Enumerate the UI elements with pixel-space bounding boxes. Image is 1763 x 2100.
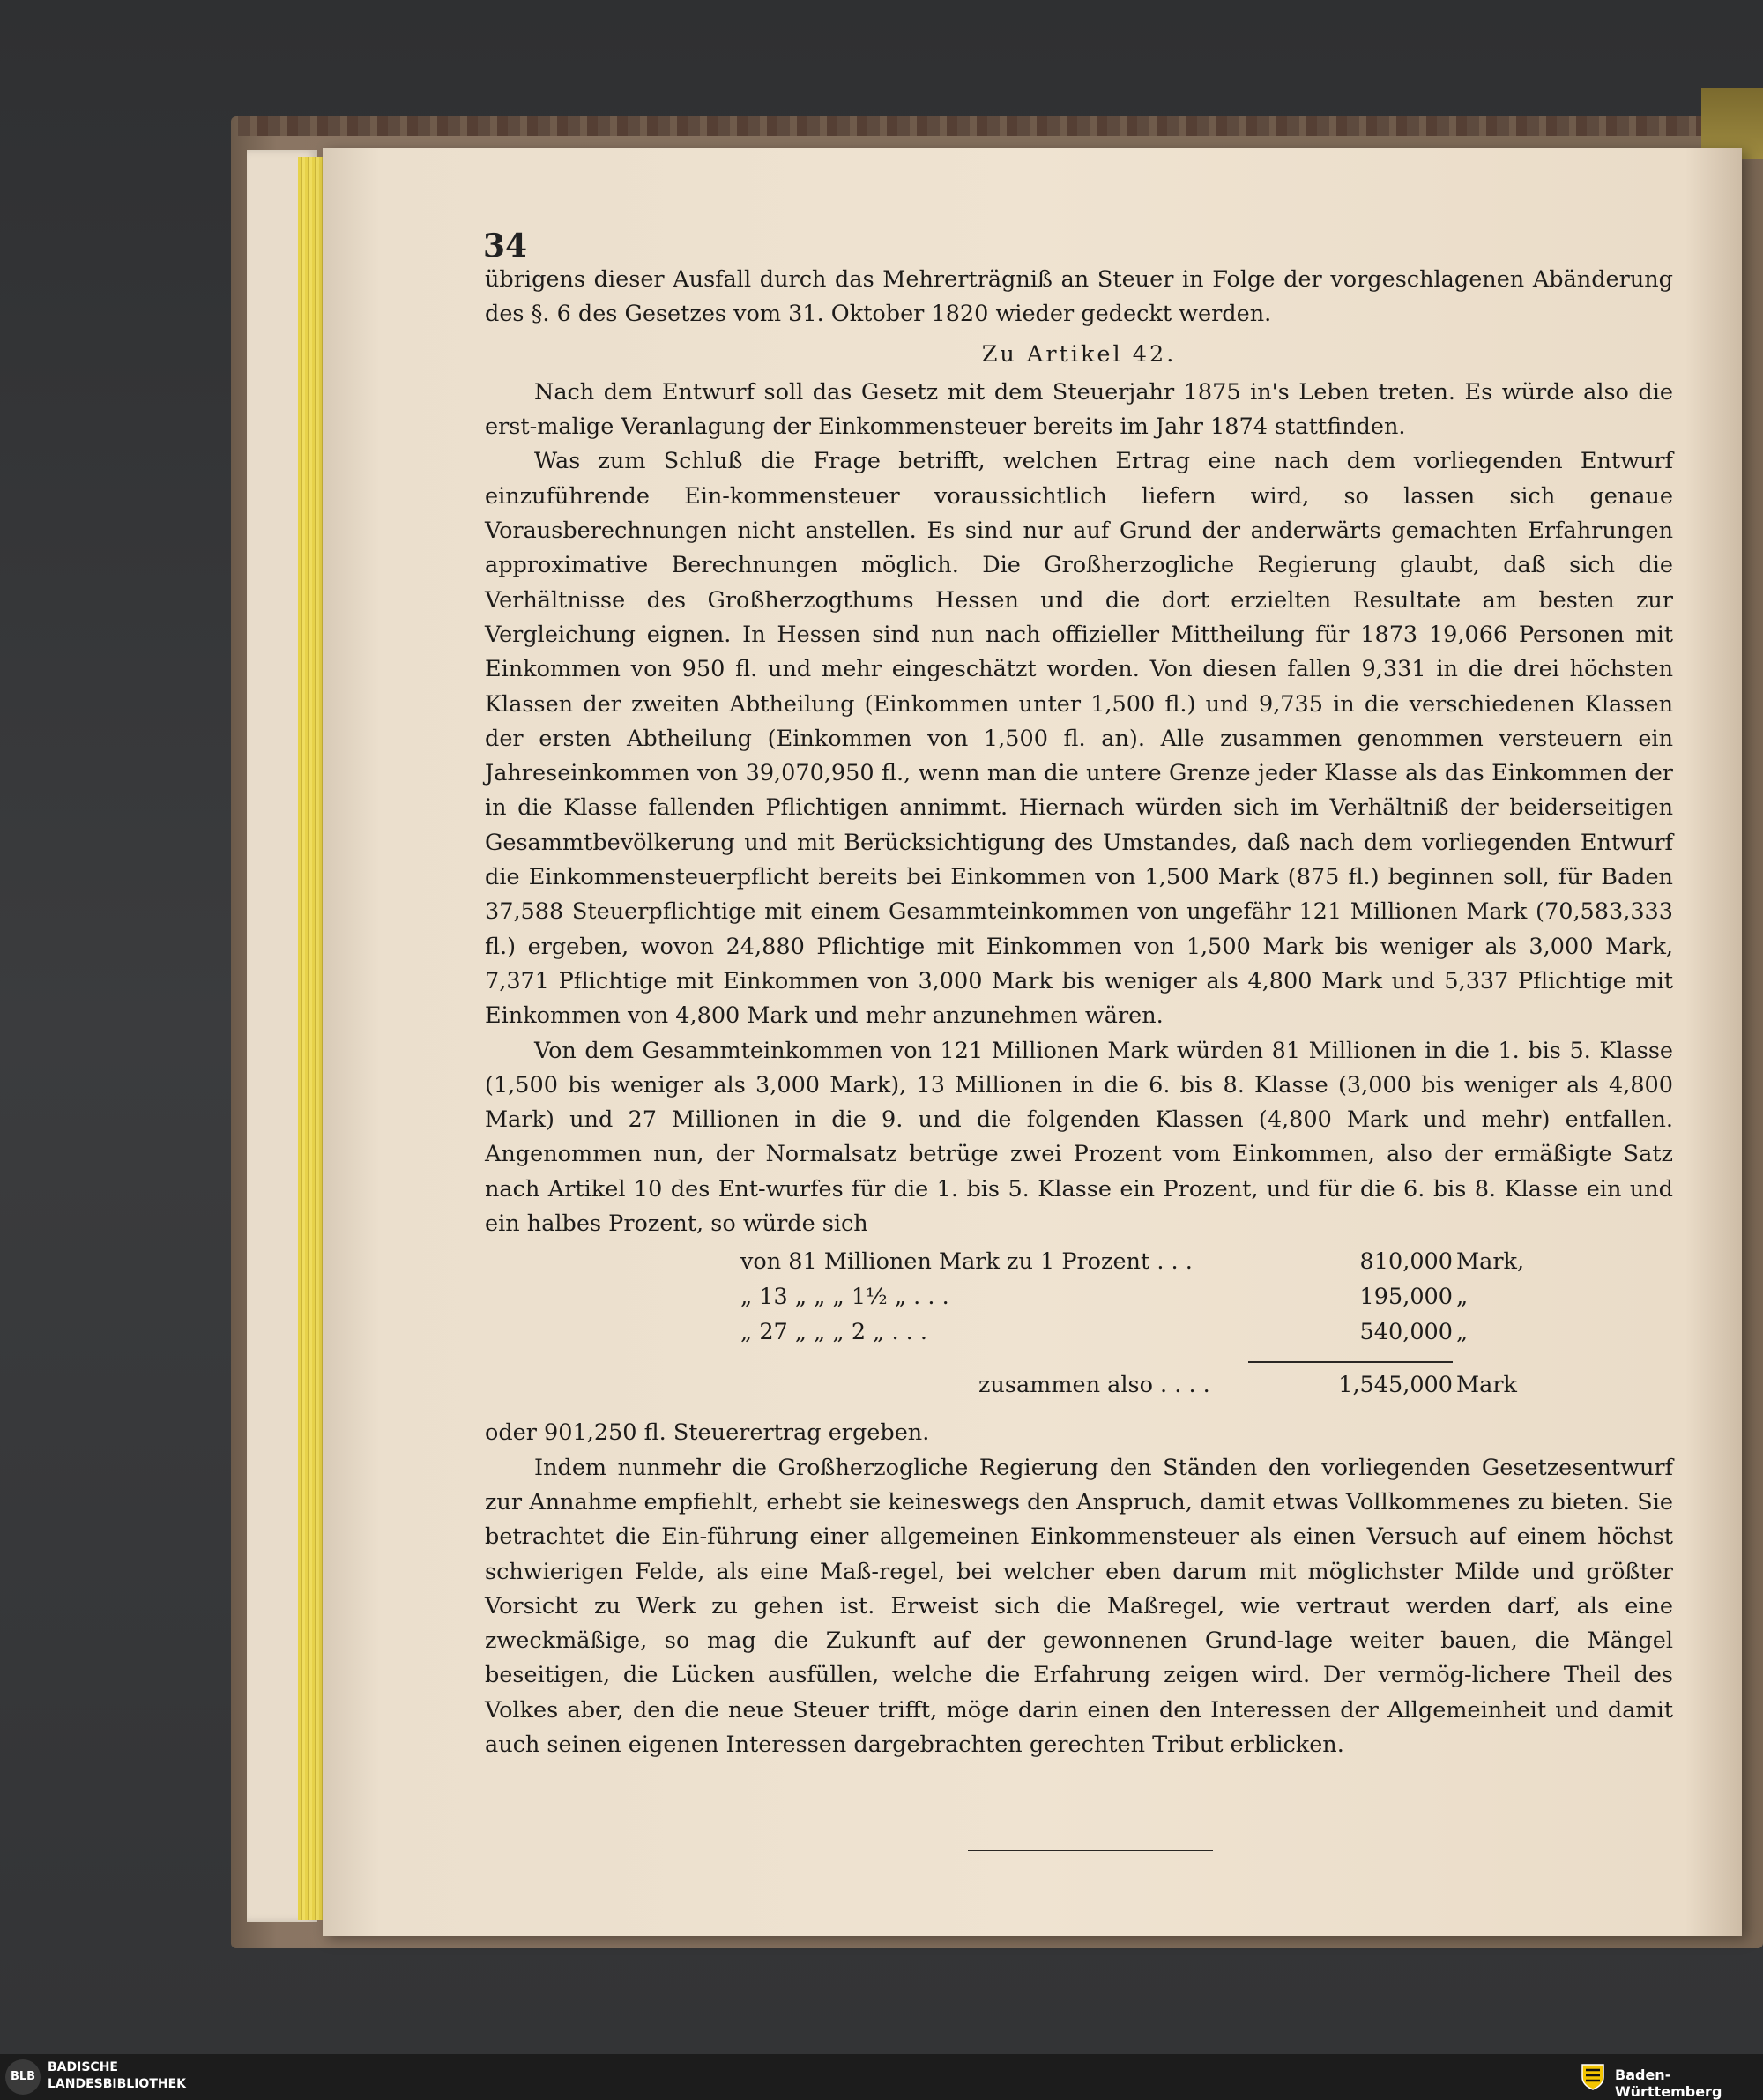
calculation-row <box>485 1280 1673 1315</box>
calculation-desc: von 81 Millionen Mark zu 1 Prozent . . . <box>740 1248 1193 1276</box>
page-number: 34 <box>483 227 528 264</box>
calculation-amount: 195,000 <box>1359 1284 1453 1311</box>
paragraph: Was zum Schluß die Frage betrifft, welchen Ertrag eine nach dem vorliegenden Entwurf einzuführende Ein-kommensteuer voraussichtlich liefern wird, so lassen sich genaue Vorausberechnungen nicht anstellen. Es sind nur auf Grund der anderwärts gemachten Erfahrungen approximative Berechnungen möglich. Die Großherzogliche Regierung glaubt, daß sich die Verhältnisse des Großherzogthums Hessen und die dort erzielten Resultate am besten zur Vergleichung eignen. In Hessen sind nun nach offizieller Mittheilung für 1873 19,066 Personen mit Einkommen von 950 fl. und mehr eingeschätzt worden. Von diesen fallen 9,331 in die drei höchsten Klassen der zweiten Abtheilung (Einkommen unter 1,500 fl.) und 9,735 in die verschiedenen Klassen der ersten Abtheilung (Einkommen von 1,500 fl. an). Alle zusammen genommen versteuern ein Jahreseinkommen von 39,070,950 fl., wenn man die untere Grenze jeder Klasse als das Einkommen der in die Klasse fallenden Pflichtigen annimmt. Hiernach würden sich im Verhältniß der beiderseitigen Gesammtbevölkerung und mit Berücksichtigung des Umstandes, daß nach dem vorliegenden Entwurf die Einkommensteuerpflicht bereits bei Einkommen von 1,500 Mark (875 fl.) beginnen soll, für Baden 37,588 Steuerpflichtige mit einem Gesammteinkommen von ungefähr 121 Millionen Mark (70,583,333 fl.) ergeben, wovon 24,880 Pflichtige mit Einkommen von 1,500 Mark bis weniger als 3,000 Mark, 7,371 Pflichtige mit Einkommen von 3,000 Mark bis weniger als 4,800 Mark und 5,337 Pflichtige mit Einkommen von 4,800 Mark und mehr anzunehmen wären. <box>485 448 1673 1030</box>
paragraph: Von dem Gesammteinkommen von 121 Millionen Mark würden 81 Millionen in die 1. bis 5. Klasse (1,500 bis weniger als 3,000 Mark), 13 Millionen in die 6. bis 8. Klasse (3,000 bis weniger als 4,800 Mark) und 27 Millionen in die 9. und die folgenden Klassen (4,800 Mark und mehr) entfallen. Angenommen nun, der Normalsatz betrüge zwei Prozent vom Einkommen, also der ermäßigte Satz nach Artikel 10 des Ent-wurfes für die 1. bis 5. Klasse ein Prozent, und für die 6. bis 8. Klasse ein und ein halbes Prozent, so würde sich <box>485 1037 1673 1238</box>
calculation-amount: 1,545,000 <box>1338 1372 1453 1399</box>
viewer-footer <box>0 2054 1763 2100</box>
calculation-total-row <box>485 1368 1673 1404</box>
paragraph: oder 901,250 fl. Steuerertrag ergeben. <box>485 1419 930 1447</box>
calculation-desc: „ 27 „ „ „ 2 „ . . . <box>740 1319 927 1346</box>
calculation-unit: „ <box>1456 1319 1469 1346</box>
calculation-amount: 540,000 <box>1359 1319 1453 1346</box>
calculation-desc: zusammen also . . . . <box>978 1372 1210 1399</box>
calculation-row <box>485 1245 1673 1280</box>
calculation-unit: Mark <box>1456 1372 1517 1399</box>
paragraph: Nach dem Entwurf soll das Gesetz mit dem Steuerjahr 1875 in's Leben treten. Es würde also die erst-malige Veranlagung der Einkommensteuer bereits im Jahr 1874 stattfinden. <box>485 378 1673 441</box>
calculation-row <box>485 1315 1673 1351</box>
calculation-unit: „ <box>1456 1284 1469 1311</box>
blb-logo-icon: BLB <box>5 2059 41 2095</box>
calculation-amount: 810,000 <box>1359 1248 1453 1276</box>
sum-rule <box>1248 1361 1453 1363</box>
page-body <box>485 263 1673 1762</box>
end-rule <box>968 1850 1213 1851</box>
tax-calculation <box>485 1245 1673 1412</box>
paragraph: Indem nunmehr die Großherzogliche Regierung den Ständen den vorliegenden Gesetzesentwurf zur Annahme empfiehlt, erhebt sie keineswegs den Anspruch, damit etwas Vollkommenes zu bieten. Sie betrachtet die Ein-führung einer allgemeinen Einkommensteuer als einen Versuch auf einem höchst schwierigen Felde, als eine Maß-regel, bei welcher eben darum mit möglichster Milde und größter Vorsicht zu Werk zu gehen ist. Erweist sich die Maßregel, wie vertraut werden darf, als eine zweckmäßige, so mag die Zukunft auf der gewonnenen Grund-lage weiter bauen, die Mängel beseitigen, die Lücken ausfüllen, welche die Erfahrung zeigen wird. Der vermög-lichere Theil des Volkes aber, den die neue Steuer trifft, möge darin einen den Interessen der Allgemeinheit und damit auch seinen eigenen Interessen dargebrachten gerechten Tribut erblicken. <box>485 1454 1673 1758</box>
library-name-line: LANDESBIBLIOTHEK <box>48 2077 187 2091</box>
state-name: Baden-Württemberg <box>1615 2066 1722 2100</box>
library-name <box>48 2059 224 2093</box>
paragraph: übrigens dieser Ausfall durch das Mehrerträgniß an Steuer in Folge der vorgeschlagenen Abänderung des §. 6 des Gesetzes vom 31. Oktober 1820 wieder gedeckt werden. <box>485 266 1673 328</box>
library-name-line: BADISCHE <box>48 2060 118 2074</box>
baden-wuerttemberg-crest-icon <box>1578 2061 1608 2091</box>
calculation-desc: „ 13 „ „ „ 1½ „ . . . <box>740 1284 949 1311</box>
book-spine-edge <box>238 116 1737 136</box>
calculation-unit: Mark, <box>1456 1248 1525 1276</box>
section-heading: Zu Artikel 42. <box>981 340 1177 368</box>
